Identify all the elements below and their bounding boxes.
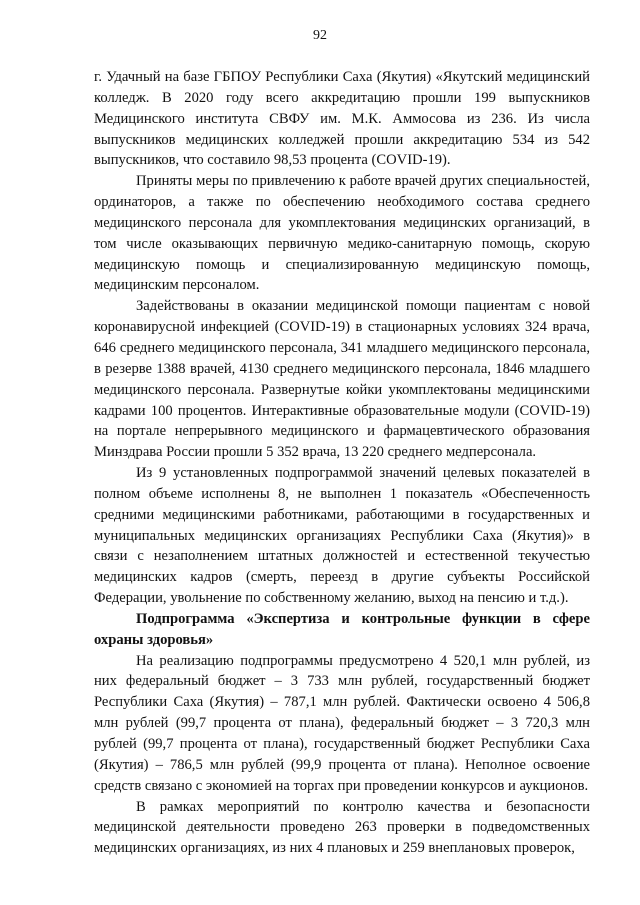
subprogram-heading: Подпрограмма «Экспертиза и контрольные функции в сфере охраны здоровья»: [94, 610, 590, 648]
paragraph-target-indicators: Из 9 установленных подпрограммой значений целевых показателей в полном объеме исполнены 8, не выполнен 1 показатель «Обеспеченность средними медицинскими работниками, работающими в государственных и муниципальных медицинских организациях Республики Саха (Якутия)» в связи с незаполнением штатных должностей и естественной текучестью медицинских кадров (смерть, переезд в другие субъекты Российской Федерации, увольнение по собственному желанию, выход на пенсию и т.д.).: [94, 465, 590, 607]
paragraph-accreditation: г. Удачный на базе ГБПОУ Республики Саха (Якутия) «Якутский медицинский колледж. В 2020 году всего аккредитацию прошли 199 выпускников Медицинского института СВФУ им. М.К. Аммосова из 236. Из числа выпускников медицинских колледжей прошли аккредитацию 534 из 542 выпускников, что составило 98,53 процента (COVID-19).: [94, 69, 590, 169]
paragraph-budget: На реализацию подпрограммы предусмотрено 4 520,1 млн рублей, из них федеральный бюджет – 3 733 млн рублей, государственный бюджет Республики Саха (Якутия) – 787,1 млн рублей. Фактически освоено 4 506,8 млн рублей (99,7 процента от плана), федеральный бюджет – 3 720,3 млн рублей (99,7 процента от плана), государственный бюджет Республики Саха (Якутия) – 786,5 млн рублей (99,9 процента от плана). Неполное освоение средств связано с экономией на торгах при проведении конкурсов и аукционов.: [94, 652, 590, 794]
page-number: 92: [313, 28, 327, 43]
paragraph-quality-control: В рамках мероприятий по контролю качества и безопасности медицинской деятельности проведено 263 проверки в подведомственных медицинских организациях, из них 4 плановых и 259 внеплановых проверок,: [94, 798, 590, 857]
paragraph-staffing-measures: Приняты меры по привлечению к работе врачей других специальностей, ординаторов, а также по обеспечению необходимого состава среднего медицинского персонала для укомплектования медицинских организаций, в том числе оказывающих первичную медико-санитарную помощь, скорую медицинскую помощь и специализированную медицинскую помощь, медицинским персоналом.: [94, 173, 590, 294]
document-body: [94, 67, 590, 859]
paragraph-covid-staff: Задействованы в оказании медицинской помощи пациентам с новой коронавирусной инфекцией (COVID-19) в стационарных условиях 324 врача, 646 среднего медицинского персонала, 341 младшего медицинского персонала, в резерве 1388 врачей, 4130 среднего медицинского персонала, 1846 младшего медицинского персонала. Развернутые койки укомплектованы медицинскими кадрами 100 процентов. Интерактивные образовательные модули (COVID-19) на портале непрерывного медицинского и фармацевтического образования Минздрава России прошли 5 352 врача, 13 220 среднего медперсонала.: [94, 298, 590, 461]
